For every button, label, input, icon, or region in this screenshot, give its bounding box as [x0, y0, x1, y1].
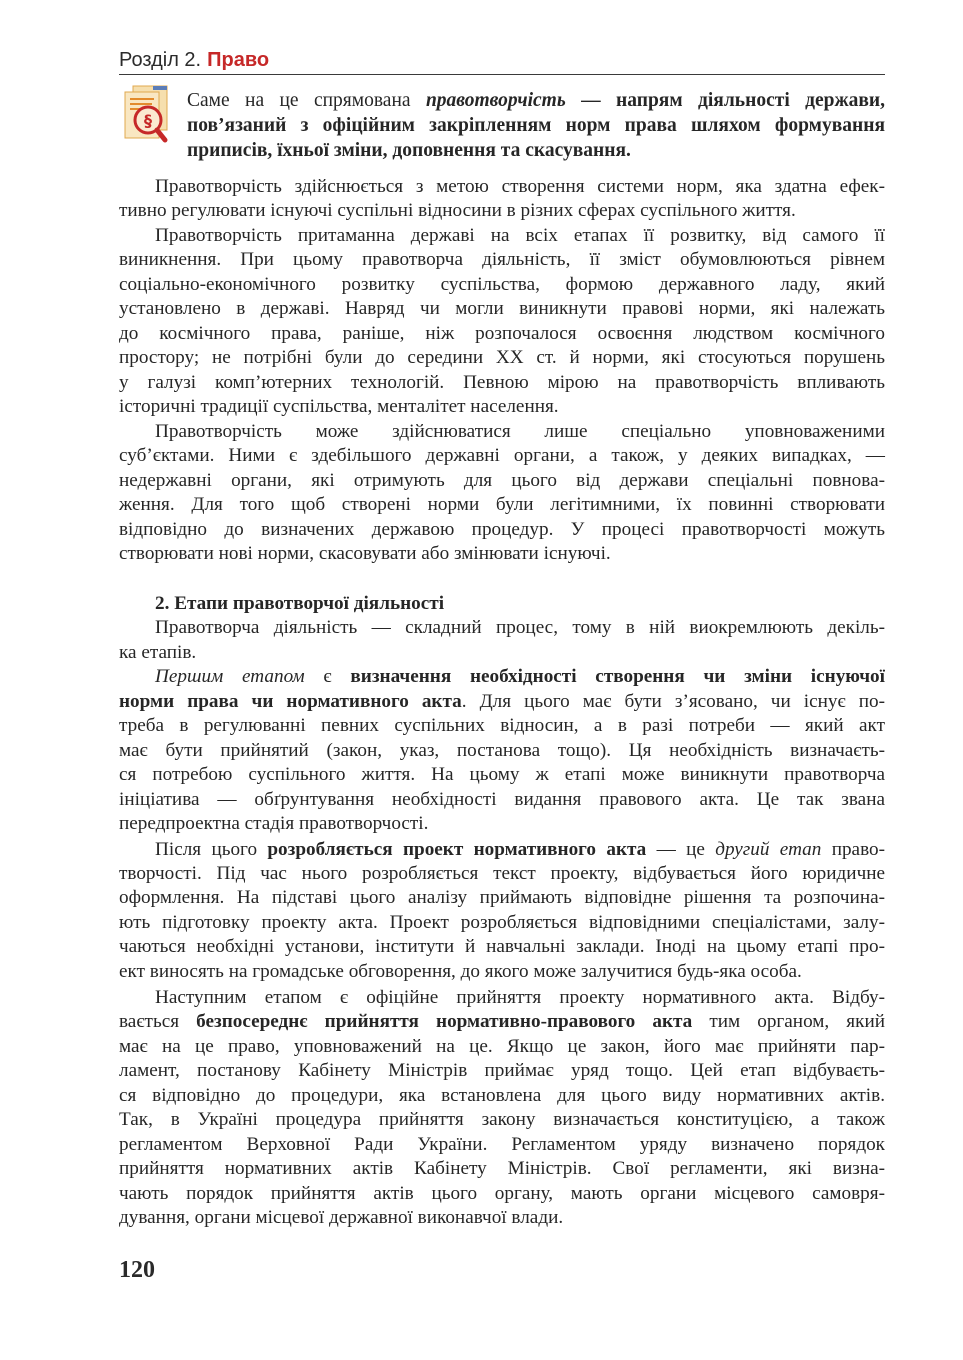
paragraph-line: ініціатива — обґрунтування необхідності видання правового акта. Це так звана	[119, 789, 885, 810]
plain-text: Після цього	[155, 839, 268, 860]
paragraph-line: має на це право, уповноважений на це. Якщо це закон, його має прийняти пар-	[119, 1036, 885, 1057]
paragraph-line: чаються необхідні установи, інститути й навчальні заклади. Іноді на цьому етапі про-	[119, 936, 885, 957]
paragraph-line	[119, 690, 885, 714]
definition-line-3: приписів, їхньої зміни, доповнення та скасування.	[187, 140, 631, 161]
definition-intro: Саме на це спрямована	[187, 90, 426, 111]
section-label: Право	[207, 49, 270, 71]
paragraph-line	[119, 1010, 885, 1034]
paragraph-line: ся потребою суспільного життя. На цьому ж етапі може виникнути правотворча	[119, 764, 885, 785]
paragraph-line: має бути прийнятий (закон, указ, постанова тощо). Ця необхідність визначаєть-	[119, 740, 885, 761]
paragraph-line: ють підготовку проекту акта. Проект розробляється відповідними спеціалістами, залу-	[119, 912, 885, 933]
bold-text: визначення необхідності створення чи зміни існуючої	[350, 666, 885, 687]
paragraph-line: тивно регулювати існуючі суспільні відносини в різних сферах суспільного життя.	[119, 200, 796, 221]
paragraph-line: Наступним етапом є офіційне прийняття проекту нормативного акта. Відбу-	[155, 987, 885, 1008]
italic-text: другий етап	[715, 839, 822, 860]
definition-term: правотворчість	[425, 90, 566, 111]
paragraph-line: ження. Для того щоб створені норми були легітимними, їх повинні створювати	[119, 494, 885, 515]
paragraph-line: ламент, постанову Кабінету Міністрів приймає уряд тощо. Цей етап відбуваєть-	[119, 1060, 885, 1081]
svg-text:§: §	[144, 111, 152, 130]
paragraph-line	[155, 838, 885, 862]
paragraph-line: у галузі комп’ютерних технологій. Певною мірою на правотворчість впливають	[119, 372, 885, 393]
bold-text: безпосереднє прийняття нормативно-правового акта	[196, 1011, 693, 1032]
paragraph-line: Правотворчість може здійснюватися лише спеціально уповноваженими	[155, 421, 885, 442]
section-heading: 2. Етапи правотворчої діяльності	[155, 593, 445, 614]
paragraph-line: відповідно до визначених державою процедур. У процесі правотворчості можуть	[119, 519, 885, 540]
plain-text: вається	[119, 1011, 197, 1032]
plain-text: право-	[821, 839, 885, 860]
header-divider	[119, 74, 885, 75]
definition-line-1	[187, 89, 885, 113]
paragraph-line: соціально-економічного розвитку суспільства, формою державного ладу, який	[119, 274, 885, 295]
paragraph-line: передпроектна стадія правотворчості.	[119, 813, 429, 834]
paragraph-line: Правотворча діяльність — складний процес, тому в ній виокремлюють декіль-	[155, 617, 885, 638]
paragraph-line: ект виносять на громадське обговорення, до якого може залучитися будь-яка особа.	[119, 961, 802, 982]
paragraph-line: чають порядок прийняття актів цього органу, мають органи місцевого самовря-	[119, 1183, 885, 1204]
plain-text: тим органом, який	[692, 1011, 885, 1032]
paragraph-line: регламентом Верховної Ради України. Регламентом уряду визначено порядок	[119, 1134, 885, 1155]
paragraph-line: створювати нові норми, скасовувати або змінювати існуючі.	[119, 543, 611, 564]
paragraph-line: Так, в Україні процедура прийняття закону визначається конституцією, а також	[119, 1109, 885, 1130]
plain-text: . Для цього має бути з’ясовано, чи існує по-	[461, 691, 885, 712]
paragraph-line: ся відповідно до процедури, яка встановлена для цього виду нормативних актів.	[119, 1085, 885, 1106]
chapter-label: Розділ 2.	[119, 49, 202, 71]
bold-text: розробляється проект нормативного акта	[267, 839, 647, 860]
paragraph-line: ка етапів.	[119, 642, 197, 663]
paragraph-line: до космічного права, раніше, ніж розпочалося освоєння людством космічного	[119, 323, 885, 344]
paragraph-line: творчості. Під час нього розробляється текст проекту, відбувається його юридичне	[119, 863, 885, 884]
paragraph-line: Правотворчість притаманна державі на всіх етапах її розвитку, від самого її	[155, 225, 885, 246]
page-number: 120	[119, 1257, 155, 1283]
paragraph-line: дування, органи місцевої державної виконавчої влади.	[119, 1207, 564, 1228]
definition-line-2: пов’язаний з офіційним закріпленням норм права шляхом формування	[187, 115, 885, 136]
paragraph-line	[155, 665, 885, 689]
paragraph-line: установлено в державі. Навряд чи могли виникнути правові норми, які належать	[119, 298, 885, 319]
plain-text: є	[304, 666, 351, 687]
paragraph-line: Правотворчість здійснюється з метою створення системи норм, яка здатна ефек-	[155, 176, 885, 197]
paragraph-line: прийняття нормативних актів Кабінету Міністрів. Свої регламенти, які визна-	[119, 1158, 885, 1179]
paragraph-line: недержавні органи, які отримують для цього від держави спеціальні повнова-	[119, 470, 885, 491]
definition-text: — напрям діяльності держави,	[565, 90, 885, 111]
plain-text: — це	[646, 839, 716, 860]
running-head	[119, 47, 885, 73]
paragraph-line: оформлення. На підставі цього аналізу приймають відповідне рішення та розпочина-	[119, 887, 885, 908]
paragraph-line: треба в регулюванні певних суспільних відносин, а в разі потреби — який акт	[119, 715, 885, 736]
paragraph-line: виникнення. При цьому правотворча діяльність, її зміст обумовлюються рівнем	[119, 249, 885, 270]
italic-text: Першим етапом	[155, 666, 305, 687]
paragraph-line: суб’єктами. Ними є здебільшого державні органи, а також, у деяких випадках, —	[119, 445, 885, 466]
paragraph-line: історичні традиції суспільства, менталітет населення.	[119, 396, 559, 417]
paragraph-line: простору; не потрібні були до середини XX ст. й норми, які стосуються порушень	[119, 347, 885, 368]
document-with-paragraph-sign-magnifier-icon	[119, 84, 179, 146]
bold-text: норми права чи нормативного акта	[119, 691, 462, 712]
